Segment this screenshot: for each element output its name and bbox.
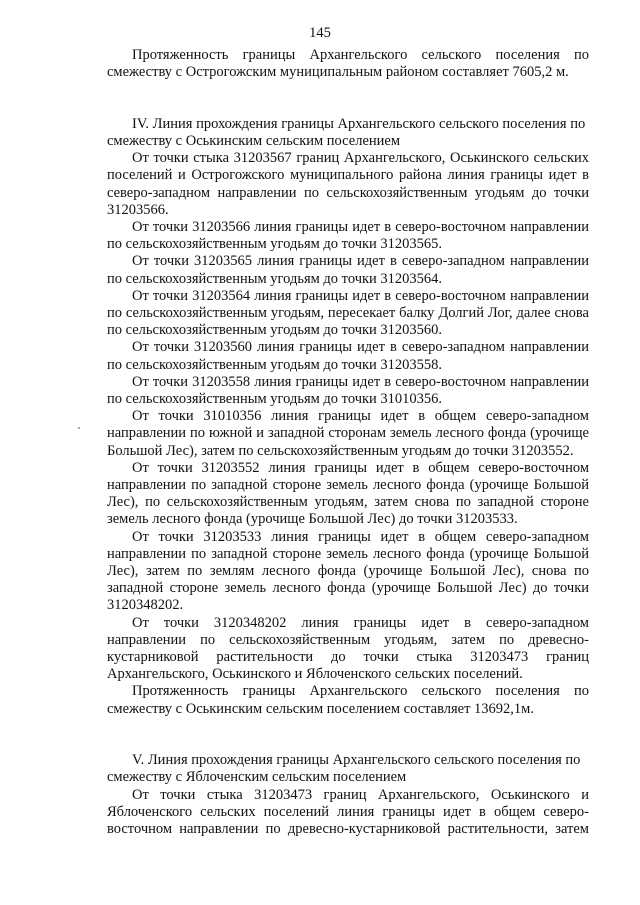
section-4-paragraph: От точки стыка 31203567 границ Архангельского, Оськинского сельских поселений и Острогожского муниципального района линия границы идет в северо-западном направлении по сельскохозяйственным угодьям до точки 31203566. xyxy=(107,150,589,218)
section-4-paragraph: От точки 3120348202 линия границы идет в северо-западном направлении по сельскохозяйственным угодьям, затем по древесно-кустарниковой растительности до точки стыка 31203473 границ Архангельского, Оськинского и Яблоченского сельских поселений. xyxy=(107,614,589,683)
section-4-paragraph: От точки 31203560 линия границы идет в северо-западном направлении по сельскохозяйственным угодьям до точки 31203558. xyxy=(107,339,589,373)
section-4-paragraph: От точки 31010356 линия границы идет в общем северо-западном направлении по южной и западной сторонам земель лесного фонда (урочище Большой Лес), затем по сельскохозяйственным угодьям до точки 31203552. xyxy=(107,408,589,459)
section-5-heading: V. Линия прохождения границы Архангельского сельского поселения по смежеству с Яблоченским сельским поселением xyxy=(107,752,581,786)
section-4-paragraph: От точки 31203566 линия границы идет в северо-восточном направлении по сельскохозяйственным угодьям до точки 31203565. xyxy=(107,219,589,253)
scan-speck xyxy=(78,427,80,429)
section-4-paragraph: От точки 31203533 линия границы идет в общем северо-западном направлении по западной стороне земель лесного фонда (урочище Большой Лес), затем по землям лесного фонда (урочище Большой Лес), снова по западной стороне земель лесного фонда (урочище Большой Лес) до точки 3120348202. xyxy=(107,528,589,614)
section-4-length-paragraph: Протяженность границы Архангельского сельского поселения по смежеству с Оськинским сельским поселением составляет 13692,1м. xyxy=(107,683,589,717)
section-gap xyxy=(107,735,589,752)
section-4-paragraph: От точки 31203564 линия границы идет в северо-восточном направлении по сельскохозяйственным угодьям, пересекает балку Долгий Лог, далее снова по сельскохозяйственным угодьям до точки 31203560. xyxy=(107,287,589,339)
document-body xyxy=(107,47,589,838)
section-4-heading: IV. Линия прохождения границы Архангельского сельского поселения по смежеству с Оськинским сельским поселением xyxy=(107,115,586,149)
section-4-paragraph: От точки 31203558 линия границы идет в северо-восточном направлении по сельскохозяйственным угодьям до точки 31010356. xyxy=(107,373,589,408)
section-gap xyxy=(107,81,589,98)
page-number: 145 xyxy=(309,25,331,41)
intro-length-paragraph: Протяженность границы Архангельского сельского поселения по смежеству с Острогожским муниципальным районом составляет 7605,2 м. xyxy=(107,47,589,81)
section-5-paragraph: От точки стыка 31203473 границ Архангельского, Оськинского и Яблоченского сельских поселений линия границы идет в общем северо-восточном направлении по древесно-кустарниковой растительности, затем xyxy=(107,786,589,838)
section-4-paragraph: От точки 31203552 линия границы идет в общем северо-восточном направлении по западной стороне земель лесного фонда (урочище Большой Лес), по сельскохозяйственным угодьям, затем снова по западной стороне земель лесного фонда (урочище Большой Лес) до точки 31203533. xyxy=(107,459,589,528)
section-gap xyxy=(107,718,589,735)
section-4-paragraph: От точки 31203565 линия границы идет в северо-западном направлении по сельскохозяйственным угодьям до точки 31203564. xyxy=(107,253,589,287)
section-gap xyxy=(107,99,589,116)
